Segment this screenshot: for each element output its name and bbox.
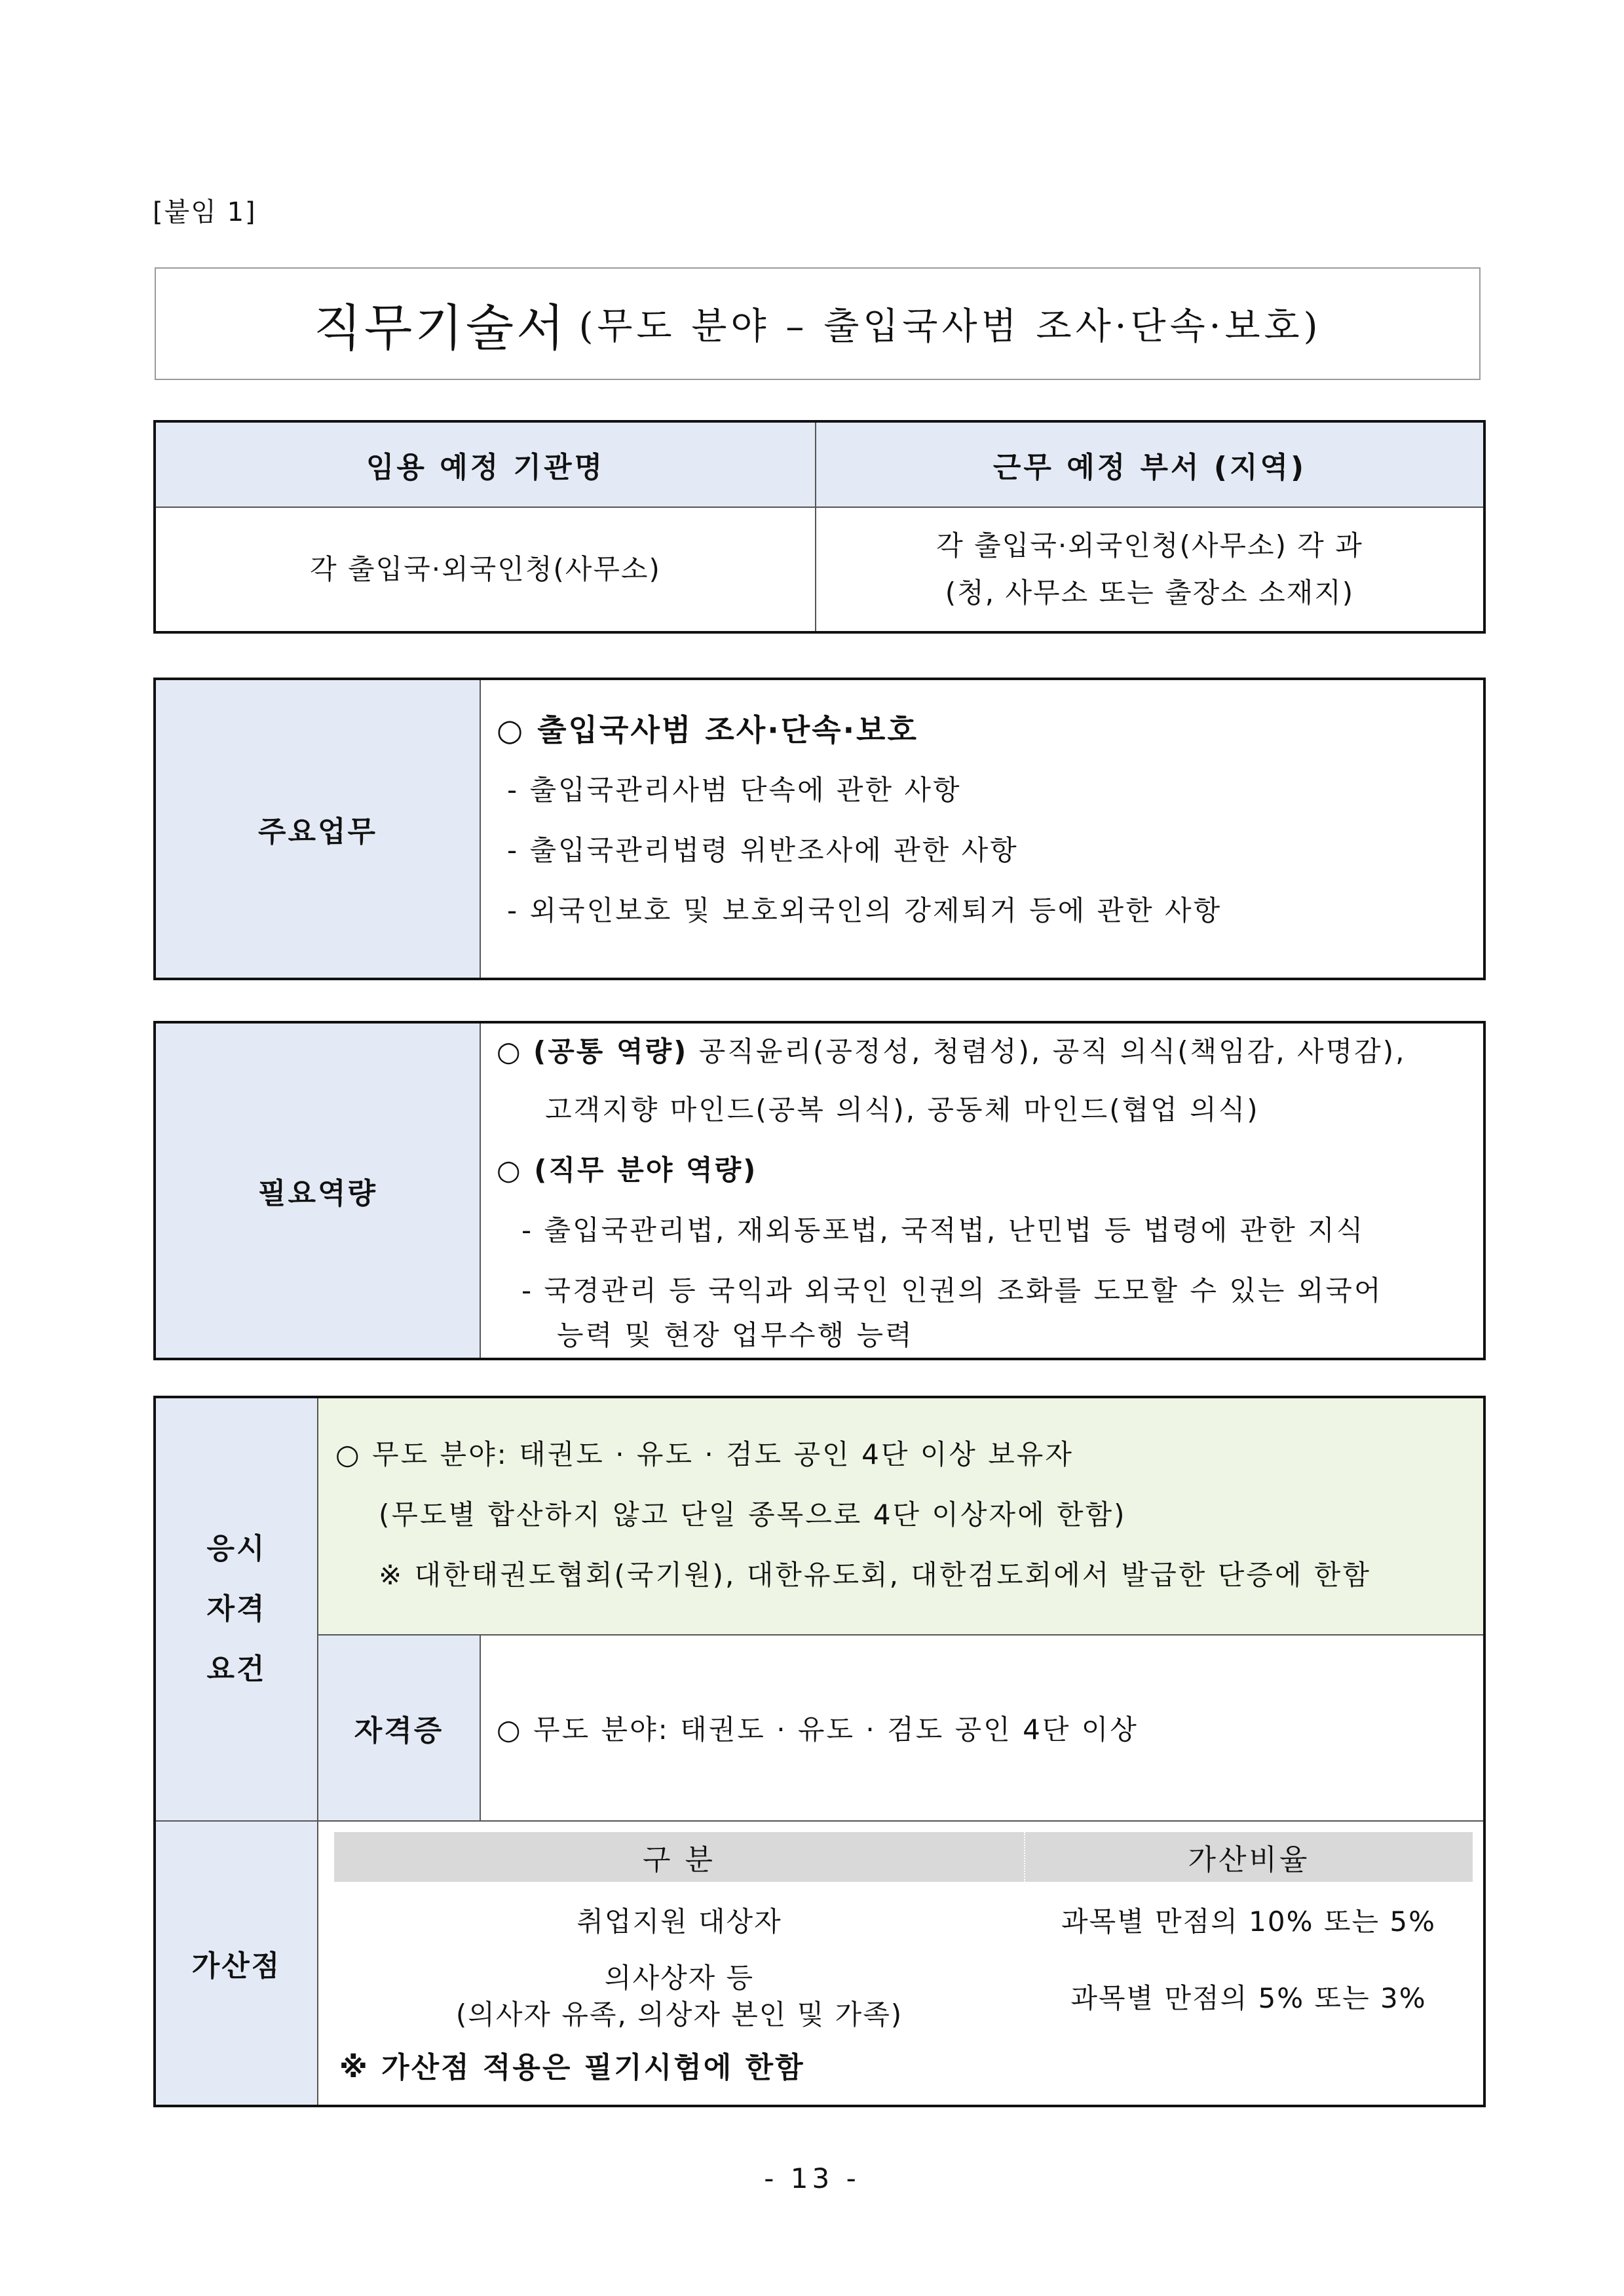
org-dept-cell <box>816 507 1484 632</box>
eligibility-table <box>155 1397 1484 2106</box>
attachment-label: [붙임 1] <box>153 197 257 227</box>
duties-item: - 외국인보호 및 보호외국인의 강제퇴거 등에 관한 사항 <box>507 894 1222 927</box>
job-competency-heading: ○ (직무 분야 역량) <box>497 1154 758 1186</box>
org-dept-line1: 각 출입국·외국인청(사무소) 각 과 <box>936 529 1363 562</box>
org-table <box>155 421 1484 632</box>
bonus-rate-table <box>334 1832 1473 2094</box>
duties-item: - 출입국관리사범 단속에 관한 사항 <box>507 774 962 806</box>
certificate-label: 자격증 <box>318 1635 480 1821</box>
duties-heading: ○ 출입국사범 조사·단속·보호 <box>497 712 918 748</box>
eligibility-label: 응시 자격 요건 <box>155 1398 318 1821</box>
duties-item: - 출입국관리법령 위반조사에 관한 사항 <box>507 834 1019 866</box>
eligibility-line: ○ 무도 분야: 태권도 · 유도 · 검도 공인 4단 이상 보유자 <box>335 1438 1074 1470</box>
page-number: - 13 - <box>764 2162 860 2194</box>
job-competency-item: - 국경관리 등 국익과 외국인 인권의 조화를 도모할 수 있는 외국어 <box>521 1274 1383 1307</box>
common-competency: ○ (공통 역량) 공직윤리(공정성, 청렴성), 공직 의식(책임감, 사명감), <box>497 1035 1407 1067</box>
bonus-content <box>318 1821 1484 2105</box>
competency-content <box>480 1023 1484 1358</box>
org-header-dept: 근무 예정 부서 (지역) <box>816 422 1484 507</box>
certificate-content: ○ 무도 분야: 태권도 · 유도 · 검도 공인 4단 이상 <box>480 1635 1484 1821</box>
duties-label: 주요업무 <box>155 679 480 978</box>
bonus-label: 가산점 <box>155 1821 318 2105</box>
competency-label: 필요역량 <box>155 1023 480 1358</box>
document-title: 직무기술서 <box>313 298 567 357</box>
bonus-note: ※ 가산점 적용은 필기시험에 한함 <box>339 2051 805 2084</box>
document-title-box <box>155 267 1481 380</box>
job-competency-item: - 출입국관리법, 재외동포법, 국적법, 난민법 등 법령에 관한 지식 <box>521 1214 1365 1246</box>
bonus-category: 취업지원 대상자 <box>576 1905 782 1938</box>
org-name-cell: 각 출입국·외국인청(사무소) <box>155 507 816 632</box>
bonus-header-rate: 가산비율 <box>1025 1832 1473 1882</box>
competency-table <box>155 1022 1484 1359</box>
org-dept-line2: (청, 사무소 또는 출장소 소재지) <box>945 577 1355 609</box>
duties-content <box>480 679 1484 978</box>
common-competency-cont: 고객지향 마인드(공복 의식), 공동체 마인드(협업 의식) <box>545 1094 1260 1126</box>
document-subtitle: (무도 분야 – 출입국사범 조사·단속·보호) <box>578 305 1322 348</box>
org-header-name: 임용 예정 기관명 <box>155 422 816 507</box>
bonus-rate: 과목별 만점의 10% 또는 5% <box>1061 1905 1437 1938</box>
bonus-header-category: 구 분 <box>334 1832 1025 1882</box>
eligibility-note: ※ 대한태권도협회(국기원), 대한유도회, 대한검도회에서 발급한 단증에 한함 <box>379 1559 1371 1591</box>
eligibility-line: (무도별 합산하지 않고 단일 종목으로 4단 이상자에 한함) <box>379 1499 1127 1531</box>
job-competency-item-cont: 능력 및 현장 업무수행 능력 <box>557 1319 914 1351</box>
bonus-rate: 과목별 만점의 5% 또는 3% <box>1070 1982 1427 2014</box>
bonus-category: 의사상자 등 (의사자 유족, 의상자 본인 및 가족) <box>455 1962 903 2031</box>
eligibility-requirements <box>318 1398 1484 1635</box>
duties-table <box>155 679 1484 979</box>
